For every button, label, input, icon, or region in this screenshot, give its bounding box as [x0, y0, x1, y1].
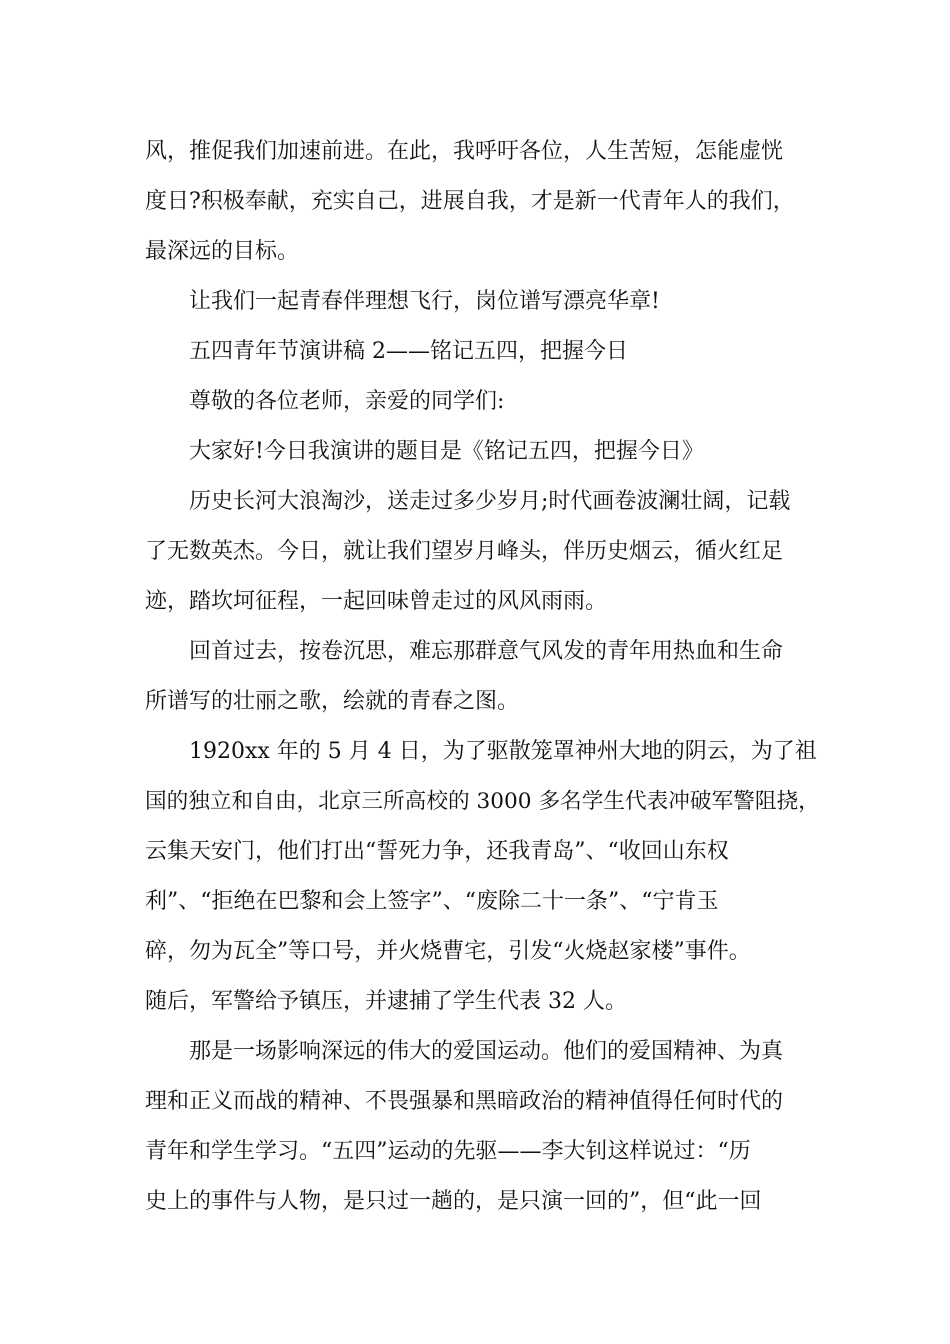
- text-line: 随后，军警给予镇压，并逮捕了学生代表 32 人。: [145, 989, 627, 1014]
- text-line: 史上的事件与人物，是只过一趟的，是只演一回的”，但“此一回: [145, 1189, 762, 1214]
- text-line: 迹，踏坎坷征程，一起回味曾走过的风风雨雨。: [145, 589, 608, 614]
- text-line: 了无数英杰。今日，就让我们望岁月峰头，伴历史烟云，循火红足: [145, 539, 784, 564]
- text-line: 国的独立和自由，北京三所高校的 3000 多名学生代表冲破军警阻挠，: [145, 789, 820, 814]
- text-line: 那是一场影响深远的伟大的爱国运动。他们的爱国精神、为真: [189, 1039, 784, 1064]
- text-line: 所谱写的壮丽之歌，绘就的青春之图。: [145, 689, 520, 714]
- text-line: 青年和学生学习。“五四”运动的先驱——李大钊这样说过：“历: [145, 1139, 751, 1164]
- text-line: 最深远的目标。: [145, 239, 300, 264]
- text-line: 让我们一起青春伴理想飞行，岗位谱写漂亮华章!: [189, 289, 660, 314]
- text-line: 度日?积极奉献，充实自己，进展自我，才是新一代青年人的我们，: [145, 189, 795, 214]
- text-line: 1920xx 年的 5 月 4 日，为了驱散笼罩神州大地的阴云，为了祖: [189, 739, 817, 764]
- text-line: 大家好!今日我演讲的题目是《铭记五四，把握今日》: [189, 439, 704, 464]
- text-line: 五四青年节演讲稿 2——铭记五四，把握今日: [189, 339, 628, 364]
- text-line: 利”、“拒绝在巴黎和会上签字”、“废除二十一条”、“宁肯玉: [145, 889, 719, 914]
- text-line: 风，推促我们加速前进。在此，我呼吁各位，人生苦短，怎能虚恍: [145, 139, 784, 164]
- text-line: 理和正义而战的精神、不畏强暴和黑暗政治的精神值得任何时代的: [145, 1089, 784, 1114]
- text-line: 碎，勿为瓦全”等口号，并火烧曹宅，引发“火烧赵家楼”事件。: [145, 939, 751, 964]
- text-line: 云集天安门，他们打出“誓死力争，还我青岛”、“收回山东权: [145, 839, 729, 864]
- text-line: 历史长河大浪淘沙，送走过多少岁月;时代画卷波澜壮阔，记载: [189, 489, 791, 514]
- text-line: 回首过去，按卷沉思，难忘那群意气风发的青年用热血和生命: [189, 639, 784, 664]
- text-line: 尊敬的各位老师，亲爱的同学们:: [189, 389, 505, 414]
